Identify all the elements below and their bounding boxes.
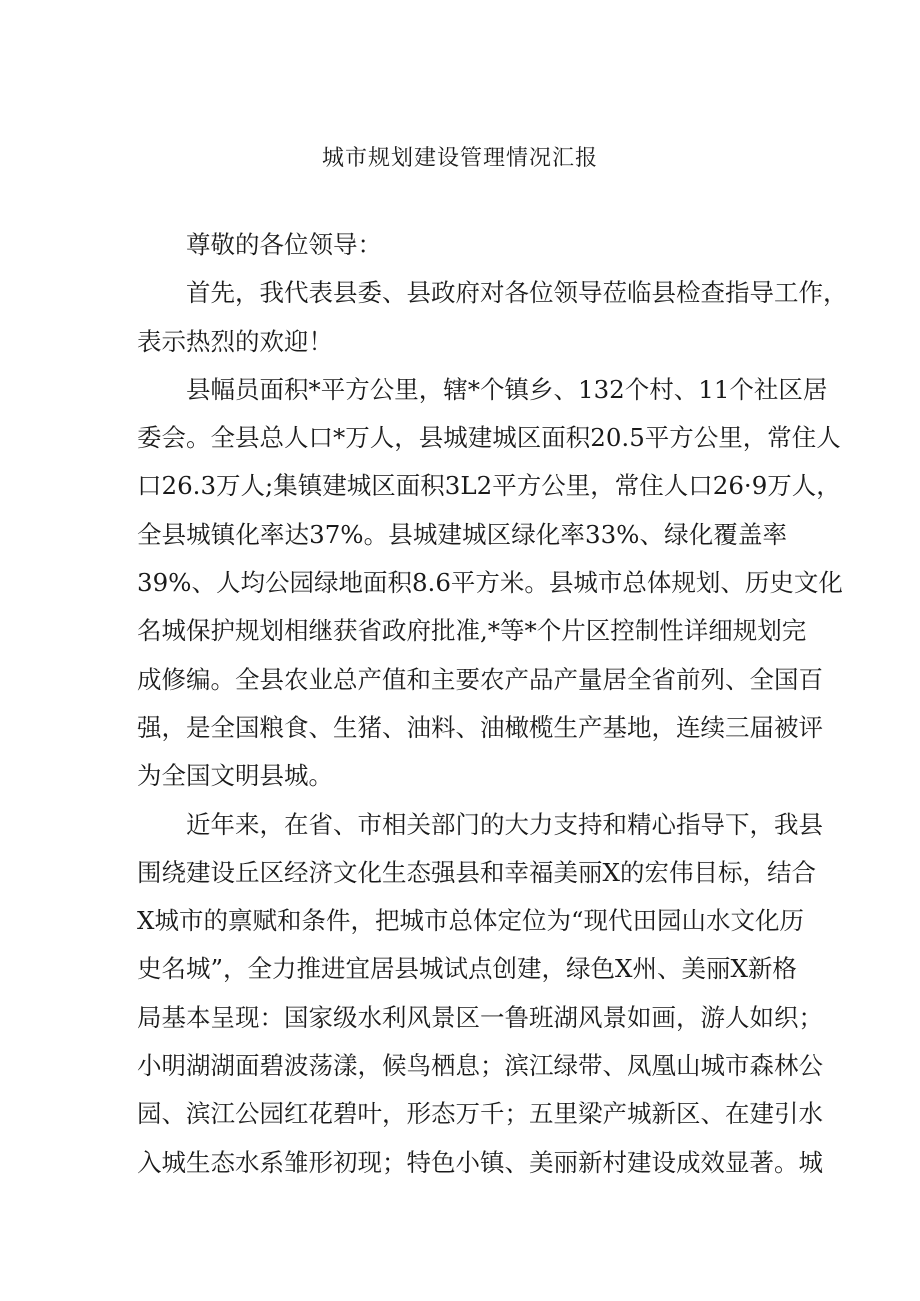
paragraph-line: 围绕建设丘区经济文化生态强县和幸福美丽X的宏伟目标，结合 — [137, 857, 816, 887]
paragraph-line: 口26.3万人;集镇建城区面积3L2平方公里，常住人口26·9万人， — [137, 471, 841, 501]
paragraph-line: 史名城”，全力推进宜居县城试点创建，绿色X州、美丽X新格 — [137, 954, 797, 984]
paragraph-line: 近年来，在省、市相关部门的大力支持和精心指导下，我县 — [186, 809, 823, 839]
paragraph-welcome — [137, 269, 848, 366]
paragraph-line: 委会。全县总人口*万人，县城建城区面积20.5平方公里，常住人 — [137, 423, 841, 453]
paragraph-line: 成修编。全县农业总产值和主要农产品产量居全省前列、全国百 — [137, 664, 823, 694]
paragraph-line: X城市的禀赋和条件，把城市总体定位为“现代田园山水文化历 — [137, 906, 804, 936]
greeting-line: 尊敬的各位领导： — [186, 230, 382, 259]
paragraph-line: 名城保护规划相继获省政府批准,*等*个片区控制性详细规划完 — [137, 616, 807, 646]
paragraph-line: 为全国文明县城。 — [137, 761, 333, 791]
paragraph-line: 小明湖湖面碧波荡漾，候鸟栖息；滨江绿带、凤凰山城市森林公 — [137, 1051, 823, 1081]
paragraph-line: 39%、人均公园绿地面积8.6平方米。县城市总体规划、历史文化 — [137, 568, 843, 598]
paragraph-line: 首先，我代表县委、县政府对各位领导莅临县检查指导工作， — [186, 278, 848, 308]
paragraph-recent-years — [137, 801, 823, 1187]
paragraph-line: 县幅员面积*平方公里，辖*个镇乡、132个村、11个社区居 — [186, 374, 828, 404]
document-body — [137, 221, 848, 1187]
paragraph-line: 局基本呈现：国家级水利风景区一鲁班湖风景如画，游人如织； — [137, 1002, 823, 1032]
paragraph-line: 表示热烈的欢迎！ — [137, 326, 333, 356]
document-title: 城市规划建设管理情况汇报 — [321, 146, 598, 171]
paragraph-line: 强，是全国粮食、生猪、油料、油橄榄生产基地，连续三届被评 — [137, 712, 823, 742]
paragraph-line: 园、滨江公园红花碧叶，形态万千；五里梁产城新区、在建引水 — [137, 1099, 823, 1129]
paragraph-county-overview — [137, 366, 843, 801]
paragraph-line: 全县城镇化率达37%。县城建城区绿化率33%、绿化覆盖率 — [137, 519, 787, 549]
paragraph-line: 入城生态水系雏形初现；特色小镇、美丽新村建设成效显著。城 — [137, 1147, 823, 1177]
